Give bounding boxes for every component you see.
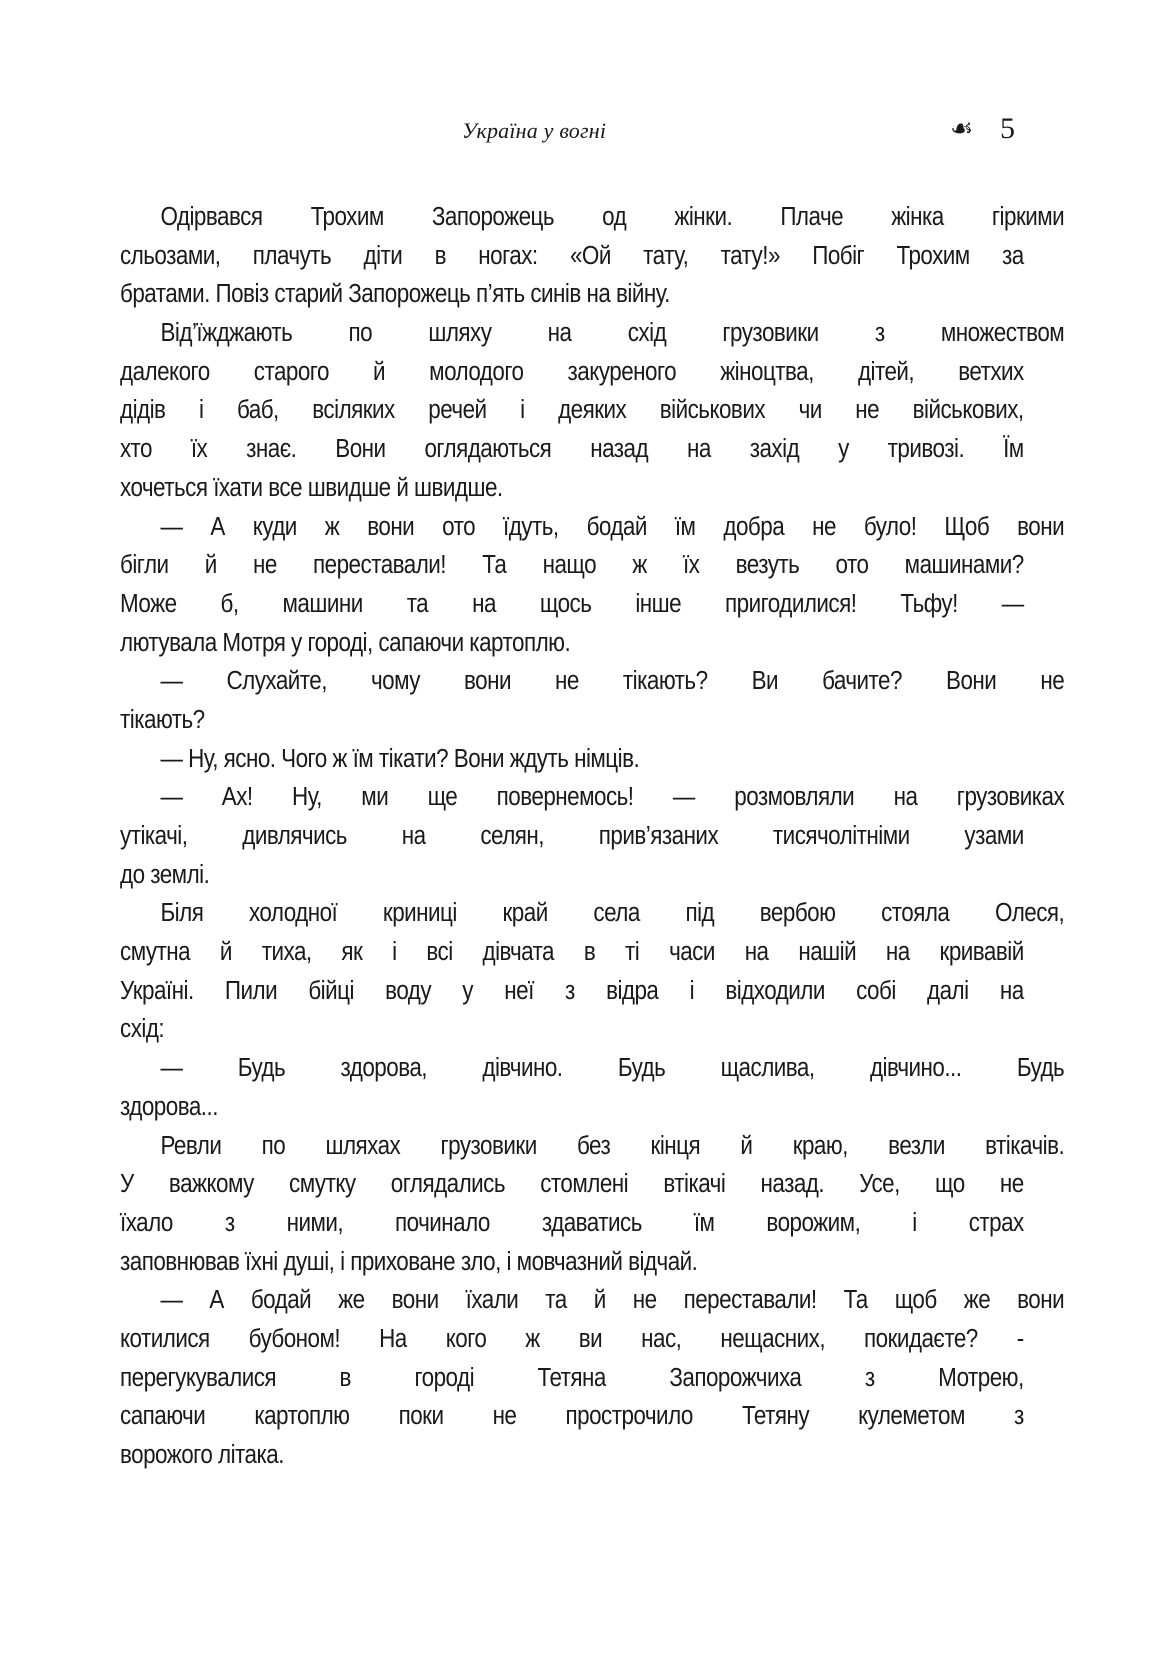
word: тату, [643, 241, 689, 270]
word: і [520, 396, 525, 425]
word: під [685, 899, 715, 928]
word: їхало [120, 1208, 173, 1237]
word: страх [968, 1208, 1024, 1237]
text-line: лютувала Мотря у городі, сапаючи картоплю. [120, 628, 571, 657]
text-line: заповнював їхні душі, і приховане зло, і мовчазний відчай. [120, 1247, 698, 1276]
word: Україні. [120, 976, 194, 1005]
word: нашій [798, 938, 857, 967]
word: перегукувалися [120, 1363, 277, 1392]
text-line [120, 1049, 1064, 1088]
word: на [999, 976, 1024, 1005]
word: у [838, 435, 849, 464]
word: ми [361, 783, 389, 812]
word: чому [371, 667, 420, 696]
text-line [120, 1165, 1024, 1204]
text-line [120, 778, 1064, 817]
word: бодай [250, 1286, 312, 1315]
word: тікають? [622, 667, 708, 696]
word: не [632, 1286, 657, 1315]
word: вони [367, 512, 415, 541]
word: тату!» [720, 241, 780, 270]
word: й [204, 551, 217, 580]
word: й [373, 357, 386, 386]
word: важкому [168, 1170, 254, 1199]
word: Слухайте, [226, 667, 327, 696]
word: переставали! [683, 1286, 817, 1315]
word: як [341, 938, 363, 967]
text-line [120, 1320, 1024, 1359]
word: вони [1017, 1286, 1065, 1315]
word: по [261, 1131, 286, 1160]
paragraph [120, 740, 1024, 779]
text-line [120, 391, 1024, 430]
text-line [120, 314, 1064, 353]
word: чи [798, 396, 822, 425]
word: вербою [759, 899, 836, 928]
word: шляхах [325, 1131, 401, 1160]
text-line: здорова... [120, 1092, 218, 1121]
word: та [406, 589, 429, 618]
word: од [602, 203, 627, 231]
word: На [379, 1324, 407, 1353]
word: ото [835, 551, 869, 580]
word: здорова, [340, 1054, 428, 1083]
word: картоплю [254, 1402, 350, 1431]
word: втікачі [663, 1170, 726, 1199]
word: на [893, 783, 918, 812]
word: не [999, 1170, 1024, 1199]
word: ж [632, 551, 647, 580]
word: не [252, 551, 277, 580]
word: прив’язаних [598, 822, 719, 850]
word: — [160, 1286, 183, 1315]
word: Будь [1016, 1054, 1065, 1083]
running-header [0, 112, 1158, 152]
word: здаватись [541, 1208, 642, 1237]
word: в [583, 938, 596, 967]
word: й [219, 938, 232, 967]
word: кулеметом [858, 1402, 965, 1431]
body-text [120, 198, 1065, 1475]
word: Трохим [310, 203, 384, 231]
word: назад. [760, 1170, 825, 1199]
word: оглядались [390, 1170, 506, 1199]
word: Щоб [944, 512, 990, 541]
word: з [1013, 1402, 1024, 1431]
word: не [812, 512, 836, 541]
text-line: ворожого літака. [120, 1441, 284, 1469]
word: нещасних, [720, 1324, 826, 1353]
word: Може [120, 589, 177, 618]
word: в [434, 241, 446, 270]
word: на [401, 822, 426, 850]
word: бубоном! [248, 1324, 341, 1353]
word: тривозі. [887, 435, 965, 464]
paragraph [120, 314, 1065, 507]
word: везуть [735, 551, 800, 580]
word: відра [606, 976, 659, 1005]
word: кривавій [939, 938, 1024, 967]
word: Запорожчиха [669, 1363, 802, 1392]
text-line [120, 198, 1064, 237]
word: молодого [429, 357, 524, 386]
word: А [210, 512, 225, 541]
word: Запорожець [431, 203, 555, 231]
word: захід [749, 435, 800, 464]
text-line [120, 662, 1064, 701]
word: машинами? [904, 551, 1024, 580]
text-line: тікають? [120, 705, 205, 734]
word: на [885, 938, 910, 967]
text-line: хочеться їхати все швидше й швидше. [120, 473, 503, 502]
word: ветхих [958, 357, 1024, 386]
word: з [224, 1208, 235, 1237]
word: втікачів. [985, 1131, 1065, 1160]
word: селян, [480, 822, 545, 850]
paragraph [120, 1281, 1065, 1474]
word: та [545, 1286, 567, 1315]
word: вони [391, 1286, 439, 1315]
word: — [160, 512, 183, 541]
word: на [547, 319, 572, 348]
word: смутку [289, 1170, 356, 1199]
word: знає. [246, 435, 297, 464]
word: вони [1017, 512, 1065, 541]
word: поки [398, 1402, 444, 1431]
word: — [160, 783, 183, 812]
word: жінки. [674, 203, 733, 231]
word: — [1001, 589, 1024, 618]
paragraph [120, 508, 1065, 663]
word: же [338, 1286, 365, 1315]
word: села [593, 899, 640, 928]
word: грузовиках [956, 783, 1065, 812]
word: їх [190, 435, 208, 464]
word: неї [504, 976, 534, 1005]
word: оглядаються [424, 435, 552, 464]
word: Вони [335, 435, 386, 464]
word: дітей, [857, 357, 915, 386]
word: же [963, 1286, 991, 1315]
word: Одірвався [160, 203, 263, 231]
word: Ви [751, 667, 779, 696]
word: розмовляли [734, 783, 855, 812]
word: пригодилися! [725, 589, 857, 618]
word: А [209, 1286, 224, 1315]
word: і [198, 396, 204, 425]
paragraph [120, 1049, 1065, 1126]
word: гіркими [991, 203, 1065, 231]
word: нас, [641, 1324, 682, 1353]
word: і [392, 938, 397, 967]
word: інше [635, 589, 682, 618]
word: Тетяна [537, 1363, 606, 1392]
word: кого [445, 1324, 487, 1353]
word: Мотрею, [938, 1363, 1024, 1392]
word: нащо [542, 551, 597, 580]
word: починало [395, 1208, 490, 1237]
word: «Ой [569, 241, 611, 270]
word: сапаючи [120, 1402, 206, 1431]
word: і [689, 976, 695, 1005]
text-line [120, 972, 1024, 1011]
word: машини [282, 589, 363, 618]
word: їхали [465, 1286, 519, 1315]
word: без [576, 1131, 611, 1160]
text-line [120, 894, 1064, 933]
word: їх [682, 551, 700, 580]
word: бодай [586, 512, 647, 541]
text-line [120, 585, 1024, 624]
word: - [1016, 1324, 1024, 1353]
word: дідів [120, 396, 166, 425]
word: дівчата [482, 938, 555, 967]
word: з [874, 319, 885, 348]
word: не [555, 667, 579, 696]
word: шляху [428, 319, 492, 348]
word: дівчино... [869, 1054, 962, 1083]
word: з [864, 1363, 875, 1392]
word: У [120, 1170, 134, 1199]
word: повернемось! [496, 783, 634, 812]
text-line [120, 430, 1024, 469]
word: Ах! [221, 783, 253, 812]
word: військових, [912, 396, 1024, 425]
word: на [472, 589, 496, 618]
word: бачите? [822, 667, 902, 696]
word: — [672, 783, 695, 812]
word: військових [659, 396, 766, 425]
paragraph [120, 1127, 1065, 1282]
word: покидаєте? [864, 1324, 978, 1353]
word: бігли [120, 551, 169, 580]
word: Тьфу! [900, 589, 958, 618]
word: узами [964, 822, 1024, 850]
word: — [160, 1054, 183, 1083]
word: множеством [940, 319, 1065, 348]
word: назад [590, 435, 649, 464]
word: везли [888, 1131, 945, 1160]
word: речей [428, 396, 487, 425]
word: Від’їжджають [160, 319, 293, 348]
word: всі [426, 938, 453, 967]
text-line: братами. Повіз старий Запорожець п’ять синів на війну. [120, 280, 670, 309]
word: було! [863, 512, 917, 541]
word: Олеся, [995, 899, 1065, 928]
word: Пили [224, 976, 278, 1005]
text-line [120, 1204, 1024, 1243]
word: собі [856, 976, 896, 1005]
word: у [462, 976, 474, 1005]
text-line [120, 546, 1024, 585]
word: ото [442, 512, 476, 541]
running-title: Україна у вогні [462, 118, 607, 143]
word: прострочило [565, 1402, 693, 1431]
text-line [120, 817, 1024, 856]
paragraph [120, 662, 1065, 739]
word: щоб [894, 1286, 937, 1315]
word: Усе, [859, 1170, 900, 1199]
word: тиха, [261, 938, 312, 967]
text-line: до землі. [120, 860, 210, 889]
word: баб, [236, 396, 279, 425]
word: не [492, 1402, 517, 1431]
word: — [160, 667, 183, 696]
word: вони [464, 667, 511, 696]
word: утікачі, [120, 822, 188, 850]
word: деяких [558, 396, 627, 425]
word: щось [539, 589, 592, 618]
word: їдуть, [503, 512, 559, 541]
word: ж [525, 1324, 540, 1353]
word: ще [427, 783, 458, 812]
text-line [120, 508, 1064, 547]
word: з [565, 976, 575, 1005]
word: по [348, 319, 373, 348]
word: Ну, [292, 783, 322, 812]
word: не [855, 396, 880, 425]
word: діти [363, 241, 403, 270]
word: старого [253, 357, 329, 386]
word: дівчино. [482, 1054, 563, 1083]
word: Вони [946, 667, 997, 696]
word: Будь [617, 1054, 666, 1083]
text-line: схід: [120, 1015, 165, 1044]
paragraph [120, 894, 1065, 1049]
word: відходили [725, 976, 825, 1005]
word: воду [385, 976, 432, 1005]
word: на [686, 435, 711, 464]
word: і [912, 1208, 917, 1237]
page-number: 5 [1000, 112, 1015, 145]
word: Будь [237, 1054, 286, 1083]
word: котилися [120, 1324, 210, 1353]
word: далекого [120, 357, 210, 386]
word: холодної [248, 899, 338, 928]
word: б, [220, 589, 239, 618]
word: плачуть [252, 241, 332, 270]
text-line [120, 933, 1024, 972]
word: Трохим [896, 241, 970, 270]
text-line: — Ну, ясно. Чого ж їм тікати? Вони ждуть німців. [160, 744, 640, 773]
word: городі [414, 1363, 475, 1392]
text-line [120, 1359, 1024, 1398]
text-line [120, 1127, 1064, 1166]
word: за [1002, 241, 1024, 270]
word: Плаче [780, 203, 844, 231]
word: схід [627, 319, 667, 348]
word: ж [324, 512, 340, 541]
word: краю, [792, 1131, 848, 1160]
word: криниці [382, 899, 457, 928]
word: ви [578, 1324, 603, 1353]
word: закуреного [567, 357, 677, 386]
word: куди [252, 512, 297, 541]
word: в [339, 1363, 351, 1392]
word: й [593, 1286, 606, 1315]
paragraph [120, 198, 1065, 314]
word: грузовики [722, 319, 819, 348]
word: Їм [1003, 435, 1024, 464]
word: хто [120, 435, 152, 464]
text-line [120, 1281, 1064, 1320]
text-line [120, 353, 1024, 392]
word: й [740, 1131, 753, 1160]
word: їм [693, 1208, 715, 1237]
word: стомлені [540, 1170, 629, 1199]
word: Тетяну [741, 1402, 810, 1431]
text-line [120, 1397, 1024, 1436]
word: переставали! [313, 551, 447, 580]
word: їм [674, 512, 696, 541]
word: дивлячись [242, 822, 347, 850]
word: Та [482, 551, 507, 580]
word: добра [723, 512, 785, 541]
text-line [120, 237, 1024, 276]
word: жіноцтва, [720, 357, 814, 386]
word: ворожим, [766, 1208, 861, 1237]
word: всіляких [312, 396, 395, 425]
word: часи [669, 938, 715, 967]
word: ними, [286, 1208, 344, 1237]
word: кінця [650, 1131, 701, 1160]
word: стояла [881, 899, 950, 928]
word: не [1040, 667, 1065, 696]
word: Біля [160, 899, 204, 928]
paragraph [120, 778, 1065, 894]
word: ті [625, 938, 640, 967]
word: Та [843, 1286, 868, 1315]
word: Побіг [812, 241, 865, 270]
word: край [502, 899, 548, 928]
word: бійці [308, 976, 354, 1005]
word: на [744, 938, 769, 967]
word: щаслива, [720, 1054, 815, 1083]
word: смутна [120, 938, 191, 967]
word: ногах: [478, 241, 538, 270]
word: жінка [891, 203, 944, 231]
word: сльозами, [120, 241, 221, 270]
word: що [935, 1170, 965, 1199]
word: далі [927, 976, 969, 1005]
word: грузовики [440, 1131, 537, 1160]
fleuron-ornament-icon: ☙ [950, 114, 974, 143]
word: тисячолітніми [772, 822, 910, 850]
word: Ревли [160, 1131, 222, 1160]
